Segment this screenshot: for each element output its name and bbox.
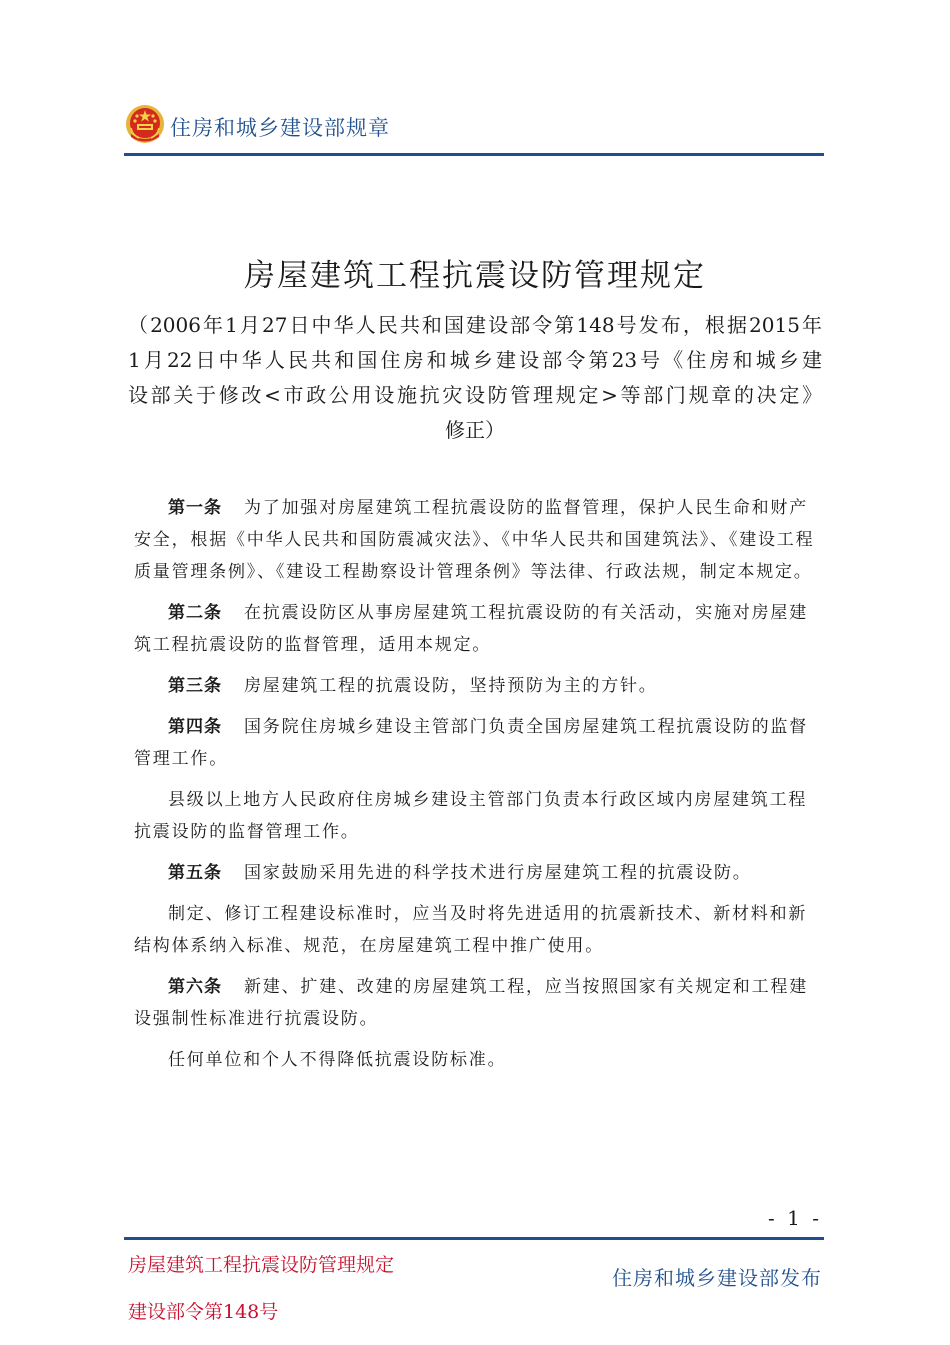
page-header xyxy=(125,104,825,148)
article-text: 国务院住房城乡建设主管部门负责全国房屋建筑工程抗震设防的监督管理工作。 xyxy=(134,717,808,769)
article-4 xyxy=(134,711,820,775)
article-text: 在抗震设防区从事房屋建筑工程抗震设防的有关活动，实施对房屋建筑工程抗震设防的监督管理，适用本规定。 xyxy=(134,603,808,655)
article-number: 第三条 xyxy=(168,676,222,696)
footer-divider xyxy=(124,1237,824,1240)
subtitle-line: 设部关于修改<市政公用设施抗灾设防管理规定>等部门规章的决定》 xyxy=(128,383,822,407)
article-number: 第一条 xyxy=(168,498,222,518)
article-5 xyxy=(134,857,820,889)
header-divider xyxy=(124,153,824,156)
article-text: 制定、修订工程建设标准时，应当及时将先进适用的抗震新技术、新材料和新结构体系纳入标准、规范，在房屋建筑工程中推广使用。 xyxy=(134,904,808,956)
article-4-clause xyxy=(134,784,820,848)
subtitle-line: 修正） xyxy=(445,418,505,442)
article-6 xyxy=(134,971,820,1035)
footer-publisher: 住房和城乡建设部发布 xyxy=(612,1266,822,1290)
document-title: 房屋建筑工程抗震设防管理规定 xyxy=(244,258,706,294)
article-3 xyxy=(134,670,820,702)
article-text: 国家鼓励采用先进的科学技术进行房屋建筑工程的抗震设防。 xyxy=(244,863,752,883)
article-number: 第四条 xyxy=(168,717,222,737)
footer-doc-title: 房屋建筑工程抗震设防管理规定 xyxy=(128,1254,395,1276)
subtitle-line: 1月22日中华人民共和国住房和城乡建设部令第23号《住房和城乡建 xyxy=(128,348,822,372)
article-text: 房屋建筑工程的抗震设防，坚持预防为主的方针。 xyxy=(244,676,658,696)
article-6-clause xyxy=(134,1044,820,1076)
article-text: 任何单位和个人不得降低抗震设防标准。 xyxy=(168,1050,507,1070)
article-2 xyxy=(134,597,820,661)
subtitle-line: （2006年1月27日中华人民共和国建设部令第148号发布，根据2015年 xyxy=(128,313,822,337)
article-text: 为了加强对房屋建筑工程抗震设防的监督管理，保护人民生命和财产安全，根据《中华人民共和国防震减灾法》、《中华人民共和国建筑法》、《建设工程质量管理条例》、《建设工程勘察设计管理条例》等法律、行政法规，制定本规定。 xyxy=(134,498,815,582)
article-text: 新建、扩建、改建的房屋建筑工程，应当按照国家有关规定和工程建设强制性标准进行抗震设防。 xyxy=(134,977,808,1029)
header-title: 住房和城乡建设部规章 xyxy=(170,116,390,140)
article-number: 第二条 xyxy=(168,603,222,623)
footer-decree-number: 建设部令第148号 xyxy=(128,1301,279,1323)
article-number: 第五条 xyxy=(168,863,222,883)
document-subtitle xyxy=(128,308,822,448)
article-text: 县级以上地方人民政府住房城乡建设主管部门负责本行政区域内房屋建筑工程抗震设防的监督管理工作。 xyxy=(134,790,808,842)
article-1 xyxy=(134,492,820,588)
article-5-clause xyxy=(134,898,820,962)
page-number: - 1 - xyxy=(768,1206,822,1230)
article-number: 第六条 xyxy=(168,977,222,997)
national-emblem-icon xyxy=(125,104,165,144)
document-body xyxy=(134,492,820,1085)
